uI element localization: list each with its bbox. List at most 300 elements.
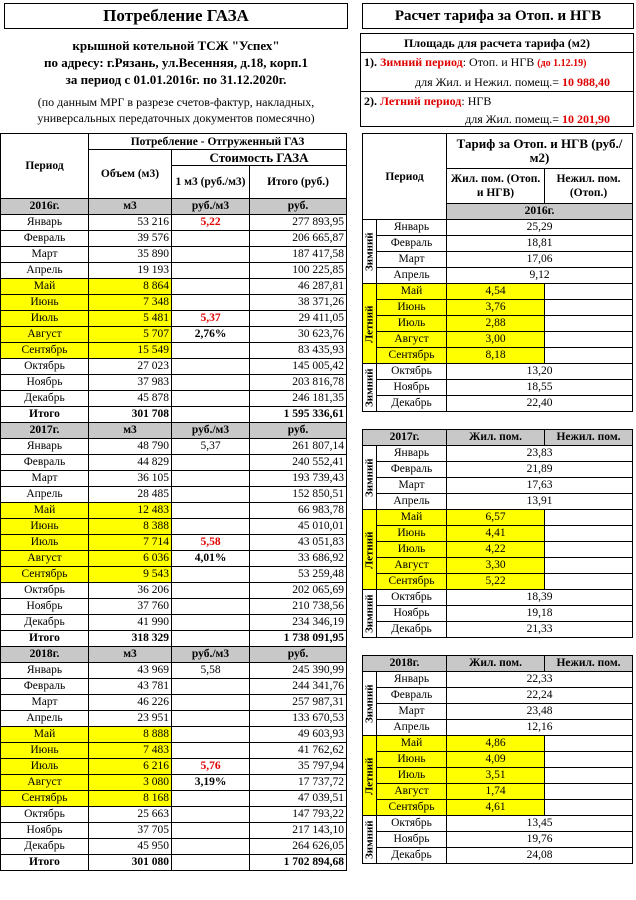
sum-cell: 41 762,62 <box>250 743 347 759</box>
sum-cell: 264 626,05 <box>250 839 347 855</box>
sum-cell: 145 005,42 <box>250 359 347 375</box>
sum-cell: 46 287,81 <box>250 279 347 295</box>
price-cell: 5,37 <box>172 311 250 327</box>
table-row <box>363 688 633 704</box>
volume-cell: 36 105 <box>89 471 172 487</box>
tariff-res-cell: 3,76 <box>447 300 545 316</box>
month-name: Октябрь <box>377 816 447 832</box>
total-volume: 318 329 <box>89 631 172 647</box>
volume-cell: 15 549 <box>89 343 172 359</box>
table-row <box>363 574 633 590</box>
sum-cell: 246 181,35 <box>250 391 347 407</box>
volume-cell: 37 983 <box>89 375 172 391</box>
total-price <box>172 407 250 423</box>
sum-cell: 35 797,94 <box>250 759 347 775</box>
table-row <box>363 220 633 236</box>
month-name: Ноябрь <box>377 606 447 622</box>
volume-cell: 28 485 <box>89 487 172 503</box>
price-cell <box>172 823 250 839</box>
year-header-row <box>363 430 633 446</box>
price-cell <box>172 295 250 311</box>
tariff-combined-cell: 21,89 <box>447 462 633 478</box>
month-name: Июль <box>1 535 89 551</box>
table-row <box>1 455 347 471</box>
unit-rub-m3: руб./м3 <box>172 647 250 663</box>
table-row <box>363 606 633 622</box>
res-header: Жил. пом. <box>447 430 545 446</box>
area-title: Площадь для расчета тарифа (м2) <box>361 34 633 53</box>
table-row <box>1 327 347 343</box>
volume-cell: 48 790 <box>89 439 172 455</box>
table-row <box>1 375 347 391</box>
year-label: 2018г. <box>1 647 89 663</box>
season-winter: Зимний <box>363 220 377 284</box>
volume-cell: 27 023 <box>89 359 172 375</box>
tariff-res-cell: 3,00 <box>447 332 545 348</box>
month-name: Октябрь <box>1 807 89 823</box>
tariff-combined-cell: 22,33 <box>447 672 633 688</box>
month-name: Июнь <box>1 519 89 535</box>
price-cell: 3,19% <box>172 775 250 791</box>
price-cell <box>172 343 250 359</box>
tariff-combined-cell: 24,08 <box>447 848 633 864</box>
table-row <box>363 784 633 800</box>
tariff-nonres-cell <box>545 284 633 300</box>
tariff-combined-cell: 17,63 <box>447 478 633 494</box>
total-price <box>172 631 250 647</box>
volume-cell: 43 969 <box>89 663 172 679</box>
unit-m3: м3 <box>89 423 172 439</box>
table-row <box>363 542 633 558</box>
sum-cell: 245 390,99 <box>250 663 347 679</box>
table-row <box>1 231 347 247</box>
year-label: 2016г. <box>447 204 633 220</box>
sum-cell: 53 259,48 <box>250 567 347 583</box>
price-cell: 4,01% <box>172 551 250 567</box>
table-row <box>1 519 347 535</box>
volume-cell: 5 481 <box>89 311 172 327</box>
year-header-row <box>1 199 347 215</box>
tariff-combined-cell: 21,33 <box>447 622 633 638</box>
tariff-nonres-cell <box>545 316 633 332</box>
total-label: Итого <box>1 631 89 647</box>
month-name: Апрель <box>377 268 447 284</box>
tariff-res-cell: 5,22 <box>447 574 545 590</box>
table-row <box>1 727 347 743</box>
month-name: Апрель <box>1 487 89 503</box>
table-row <box>363 622 633 638</box>
price-cell <box>172 391 250 407</box>
price-cell <box>172 791 250 807</box>
volume-cell: 35 890 <box>89 247 172 263</box>
right-title: Расчет тарифа за Отоп. и НГВ <box>362 3 634 29</box>
table-row <box>363 720 633 736</box>
month-name: Ноябрь <box>1 599 89 615</box>
volume-cell: 45 878 <box>89 391 172 407</box>
tariff-nonres-cell <box>545 542 633 558</box>
tariff-combined-cell: 12,16 <box>447 720 633 736</box>
tariff-res-cell: 6,57 <box>447 510 545 526</box>
month-name: Октябрь <box>377 364 447 380</box>
info-line-boiler: крышной котельной ТСЖ "Успех" <box>72 38 280 53</box>
nonres-header: Нежил. пом. <box>545 430 633 446</box>
season-winter: Зимний <box>363 364 377 412</box>
total-label: Итого <box>1 855 89 871</box>
table-row <box>1 695 347 711</box>
month-name: Январь <box>377 672 447 688</box>
table-row <box>363 332 633 348</box>
table-row <box>363 380 633 396</box>
table-row <box>363 364 633 380</box>
price-cell <box>172 471 250 487</box>
price-cell <box>172 711 250 727</box>
price-cell <box>172 567 250 583</box>
table-row <box>1 295 347 311</box>
month-name: Июнь <box>377 752 447 768</box>
lhead-volume: Объем (м3) <box>89 150 172 199</box>
table-row <box>1 807 347 823</box>
tariff-combined-cell: 9,12 <box>447 268 633 284</box>
month-name: Сентябрь <box>1 567 89 583</box>
table-row <box>1 711 347 727</box>
tariff-nonres-cell <box>545 558 633 574</box>
table-row <box>363 268 633 284</box>
volume-cell: 46 226 <box>89 695 172 711</box>
month-name: Сентябрь <box>377 800 447 816</box>
sum-cell: 206 665,87 <box>250 231 347 247</box>
price-cell <box>172 487 250 503</box>
winter-area-value: 10 988,40 <box>562 75 610 89</box>
volume-cell: 39 576 <box>89 231 172 247</box>
sum-cell: 147 793,22 <box>250 807 347 823</box>
price-cell: 2,76% <box>172 327 250 343</box>
lhead-cost: Стоимость ГАЗА <box>172 150 347 166</box>
table-row <box>1 567 347 583</box>
tariff-combined-cell: 19,18 <box>447 606 633 622</box>
sum-cell: 202 065,69 <box>250 583 347 599</box>
tariff-res-cell: 4,22 <box>447 542 545 558</box>
volume-cell: 6 216 <box>89 759 172 775</box>
month-name: Февраль <box>377 462 447 478</box>
table-row <box>363 848 633 864</box>
month-name: Август <box>377 558 447 574</box>
table-row <box>1 215 347 231</box>
table-row <box>1 359 347 375</box>
rhead-period: Период <box>363 134 447 220</box>
info-line-period: за период с 01.01.2016г. по 31.12.2020г. <box>65 72 287 87</box>
month-name: Декабрь <box>377 848 447 864</box>
unit-rub: руб. <box>250 647 347 663</box>
month-name: Май <box>1 727 89 743</box>
month-name: Октябрь <box>377 590 447 606</box>
volume-cell: 12 483 <box>89 503 172 519</box>
total-sum: 1 595 336,61 <box>250 407 347 423</box>
sum-cell: 187 417,58 <box>250 247 347 263</box>
tariff-nonres-cell <box>545 768 633 784</box>
month-name: Май <box>377 736 447 752</box>
table-row <box>1 263 347 279</box>
year-header-row <box>363 656 633 672</box>
volume-cell: 41 990 <box>89 615 172 631</box>
month-name: Февраль <box>1 455 89 471</box>
sum-cell: 210 738,56 <box>250 599 347 615</box>
year-spacer <box>363 412 633 430</box>
lhead-period: Период <box>1 134 89 199</box>
price-cell <box>172 247 250 263</box>
info-note-line1: (по данным МРГ в разрезе счетов-фактур, накладных, <box>37 95 315 109</box>
season-winter: Зимний <box>363 672 377 736</box>
volume-cell: 9 543 <box>89 567 172 583</box>
volume-cell: 19 193 <box>89 263 172 279</box>
total-row <box>1 855 347 871</box>
month-name: Январь <box>1 439 89 455</box>
lhead-shipped: Потребление - Отгруженный ГАЗ <box>89 134 347 150</box>
price-cell: 5,58 <box>172 663 250 679</box>
unit-m3: м3 <box>89 647 172 663</box>
table-row <box>363 816 633 832</box>
month-name: Май <box>1 503 89 519</box>
table-row <box>363 462 633 478</box>
season-winter: Зимний <box>363 446 377 510</box>
month-name: Март <box>1 471 89 487</box>
table-row <box>363 736 633 752</box>
month-name: Август <box>377 784 447 800</box>
month-name: Август <box>377 332 447 348</box>
volume-cell: 8 888 <box>89 727 172 743</box>
table-row <box>363 348 633 364</box>
tariff-nonres-cell <box>545 784 633 800</box>
tariff-nonres-cell <box>545 752 633 768</box>
info-block <box>4 37 348 88</box>
price-cell <box>172 679 250 695</box>
table-row <box>363 526 633 542</box>
price-cell <box>172 615 250 631</box>
table-row <box>1 279 347 295</box>
tariff-combined-cell: 23,83 <box>447 446 633 462</box>
table-row <box>363 704 633 720</box>
volume-cell: 7 714 <box>89 535 172 551</box>
rhead-nonres: Нежил. пом. (Отоп.) <box>545 169 633 204</box>
sum-cell: 133 670,53 <box>250 711 347 727</box>
tariff-combined-cell: 13,91 <box>447 494 633 510</box>
volume-cell: 8 864 <box>89 279 172 295</box>
table-row <box>363 236 633 252</box>
sum-cell: 152 850,51 <box>250 487 347 503</box>
sum-cell: 38 371,26 <box>250 295 347 311</box>
table-row <box>363 478 633 494</box>
month-name: Ноябрь <box>377 380 447 396</box>
year-label: 2017г. <box>363 430 447 446</box>
tariff-res-cell: 1,74 <box>447 784 545 800</box>
table-row <box>1 615 347 631</box>
tariff-combined-cell: 25,29 <box>447 220 633 236</box>
sum-cell: 33 686,92 <box>250 551 347 567</box>
month-name: Ноябрь <box>377 832 447 848</box>
rhead-res: Жил. пом. (Отоп. и НГВ) <box>447 169 545 204</box>
gas-consumption-table <box>0 133 347 871</box>
info-note <box>4 94 348 126</box>
month-name: Март <box>377 252 447 268</box>
table-row <box>363 446 633 462</box>
month-name: Июль <box>377 316 447 332</box>
price-cell <box>172 519 250 535</box>
price-cell <box>172 807 250 823</box>
table-row <box>1 775 347 791</box>
volume-cell: 3 080 <box>89 775 172 791</box>
table-row <box>1 679 347 695</box>
month-name: Февраль <box>377 236 447 252</box>
sum-cell: 47 039,51 <box>250 791 347 807</box>
month-name: Август <box>1 775 89 791</box>
tariff-res-cell: 4,86 <box>447 736 545 752</box>
month-name: Июнь <box>377 300 447 316</box>
table-row <box>363 252 633 268</box>
tariff-nonres-cell <box>545 300 633 316</box>
month-name: Декабрь <box>1 839 89 855</box>
price-cell: 5,37 <box>172 439 250 455</box>
volume-cell: 8 168 <box>89 791 172 807</box>
tariff-nonres-cell <box>545 574 633 590</box>
table-row <box>363 768 633 784</box>
sum-cell: 17 737,72 <box>250 775 347 791</box>
total-sum: 1 738 091,95 <box>250 631 347 647</box>
res-header: Жил. пом. <box>447 656 545 672</box>
total-row <box>1 631 347 647</box>
tariff-nonres-cell <box>545 736 633 752</box>
month-name: Сентябрь <box>377 348 447 364</box>
area-summer: 2). Летний период: НГВ для Жил. помещ.= 10 201,90 <box>361 91 633 128</box>
price-cell <box>172 359 250 375</box>
table-row <box>1 551 347 567</box>
table-row <box>363 300 633 316</box>
table-row <box>1 839 347 855</box>
month-name: Февраль <box>1 679 89 695</box>
tariff-combined-cell: 17,06 <box>447 252 633 268</box>
price-cell: 5,58 <box>172 535 250 551</box>
summer-area-value: 10 201,90 <box>562 112 610 126</box>
year-spacer <box>363 638 633 656</box>
tariff-nonres-cell <box>545 800 633 816</box>
tariff-combined-cell: 18,55 <box>447 380 633 396</box>
sum-cell: 234 346,19 <box>250 615 347 631</box>
info-line-address: по адресу: г.Рязань, ул.Весенняя, д.18, корп.1 <box>43 55 309 70</box>
table-row <box>1 823 347 839</box>
tariff-nonres-cell <box>545 332 633 348</box>
year-label: 2017г. <box>1 423 89 439</box>
table-row <box>363 752 633 768</box>
tariff-combined-cell: 18,39 <box>447 590 633 606</box>
table-row <box>1 791 347 807</box>
price-cell: 5,76 <box>172 759 250 775</box>
table-row <box>363 494 633 510</box>
month-name: Март <box>377 704 447 720</box>
sum-cell: 193 739,43 <box>250 471 347 487</box>
volume-cell: 8 388 <box>89 519 172 535</box>
month-name: Август <box>1 551 89 567</box>
tariff-res-cell: 2,88 <box>447 316 545 332</box>
month-name: Август <box>1 327 89 343</box>
year-label: 2018г. <box>363 656 447 672</box>
month-name: Январь <box>1 663 89 679</box>
price-cell <box>172 503 250 519</box>
month-name: Июль <box>377 768 447 784</box>
table-row <box>363 558 633 574</box>
month-name: Апрель <box>377 720 447 736</box>
table-row <box>1 743 347 759</box>
price-cell <box>172 727 250 743</box>
table-row <box>1 583 347 599</box>
table-row <box>363 800 633 816</box>
tariff-nonres-cell <box>545 510 633 526</box>
month-name: Март <box>1 247 89 263</box>
tariff-table <box>362 133 633 864</box>
nonres-header: Нежил. пом. <box>545 656 633 672</box>
total-volume: 301 708 <box>89 407 172 423</box>
total-sum: 1 702 894,68 <box>250 855 347 871</box>
month-name: Декабрь <box>1 615 89 631</box>
tariff-nonres-cell <box>545 526 633 542</box>
unit-rub-m3: руб./м3 <box>172 423 250 439</box>
price-cell <box>172 455 250 471</box>
price-cell <box>172 743 250 759</box>
month-name: Июль <box>1 311 89 327</box>
volume-cell: 37 705 <box>89 823 172 839</box>
month-name: Февраль <box>1 231 89 247</box>
season-summer: Летний <box>363 284 377 364</box>
lhead-total: Итого (руб.) <box>250 166 347 199</box>
month-name: Апрель <box>1 263 89 279</box>
table-row <box>1 487 347 503</box>
volume-cell: 25 663 <box>89 807 172 823</box>
volume-cell: 37 760 <box>89 599 172 615</box>
table-row <box>1 439 347 455</box>
sum-cell: 240 552,41 <box>250 455 347 471</box>
month-name: Ноябрь <box>1 375 89 391</box>
table-row <box>363 832 633 848</box>
volume-cell: 53 216 <box>89 215 172 231</box>
sum-cell: 43 051,83 <box>250 535 347 551</box>
tariff-combined-cell: 18,81 <box>447 236 633 252</box>
table-row <box>1 663 347 679</box>
table-row <box>363 590 633 606</box>
summer-label: Летний период <box>380 94 462 108</box>
table-row <box>363 672 633 688</box>
month-name: Январь <box>377 220 447 236</box>
month-name: Май <box>377 510 447 526</box>
month-name: Март <box>1 695 89 711</box>
month-name: Сентябрь <box>1 343 89 359</box>
table-row <box>1 599 347 615</box>
table-row <box>1 343 347 359</box>
sum-cell: 29 411,05 <box>250 311 347 327</box>
table-row <box>363 396 633 412</box>
month-name: Июль <box>377 542 447 558</box>
tariff-res-cell: 4,09 <box>447 752 545 768</box>
volume-cell: 45 950 <box>89 839 172 855</box>
total-label: Итого <box>1 407 89 423</box>
month-name: Июнь <box>1 743 89 759</box>
unit-m3: м3 <box>89 199 172 215</box>
sum-cell: 203 816,78 <box>250 375 347 391</box>
volume-cell: 7 483 <box>89 743 172 759</box>
sum-cell: 261 807,14 <box>250 439 347 455</box>
tariff-combined-cell: 13,20 <box>447 364 633 380</box>
volume-cell: 23 951 <box>89 711 172 727</box>
tariff-res-cell: 8,18 <box>447 348 545 364</box>
price-cell <box>172 279 250 295</box>
table-row <box>1 391 347 407</box>
total-price <box>172 855 250 871</box>
